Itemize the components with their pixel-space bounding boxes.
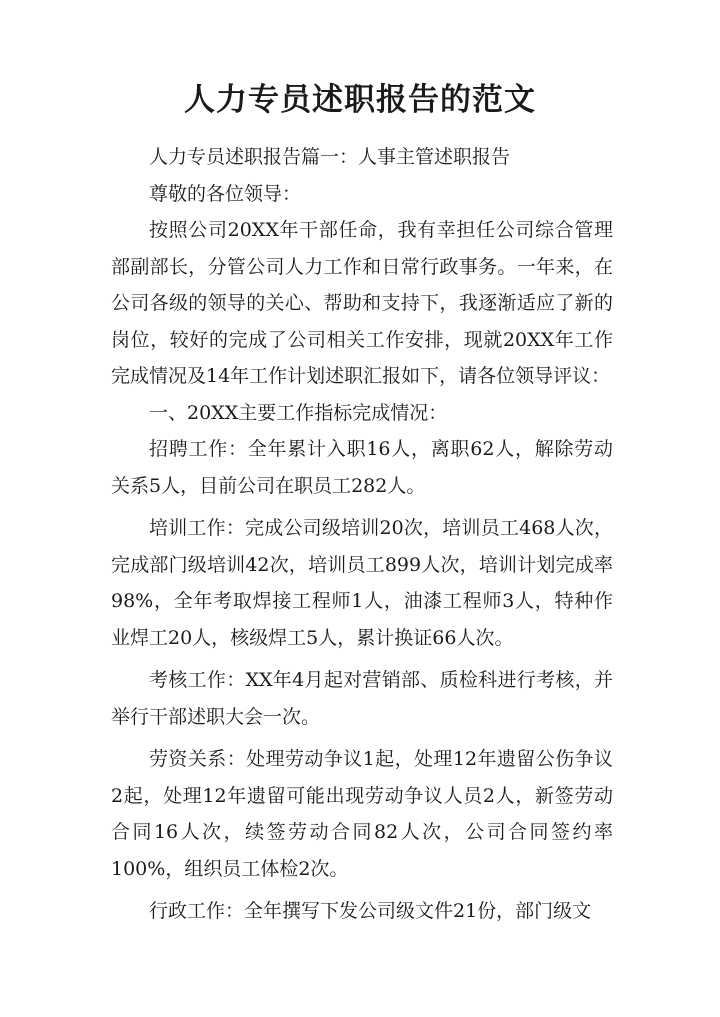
subsection-heading: 一、20XX主要工作指标完成情况： [149, 401, 448, 424]
recruitment-paragraph: 招聘工作：全年累计入职16人，离职62人，解除劳动关系5人，目前公司在职员工282人。 [111, 438, 613, 497]
labor-relations-paragraph: 劳资关系：处理劳动争议1起，处理12年遗留公伤争议2起，处理12年遗留可能出现劳动争议人员2人，新签劳动合同16人次，续签劳动合同82人次，公司合同签约率100%，组织员工体检2次。 [111, 748, 613, 880]
assessment-paragraph: 考核工作：XX年4月起对营销部、质检科进行考核，并举行干部述职大会一次。 [111, 669, 613, 728]
intro-paragraph: 按照公司20XX年干部任命，我有幸担任公司综合管理部副部长，分管公司人力工作和日常行政事务。一年来，在公司各级的领导的关心、帮助和支持下，我逐渐适应了新的岗位，较好的完成了公司相关工作安排，现就20XX年工作完成情况及14年工作计划述职汇报如下，请各位领导评议： [111, 219, 613, 387]
section-heading: 人力专员述职报告篇一：人事主管述职报告 [149, 146, 511, 168]
document-body [111, 139, 613, 930]
document-title: 人力专员述职报告的范文 [184, 82, 536, 118]
salutation: 尊敬的各位领导： [149, 182, 302, 205]
training-paragraph: 培训工作：完成公司级培训20次，培训员工468人次，完成部门级培训42次，培训员工899人次，培训计划完成率98%，全年考取焊接工程师1人，油漆工程师3人，特种作业焊工20人，核级焊工5人，累计换证66人次。 [111, 517, 613, 649]
administration-paragraph: 行政工作：全年撰写下发公司级文件21份，部门级文 [149, 900, 592, 922]
